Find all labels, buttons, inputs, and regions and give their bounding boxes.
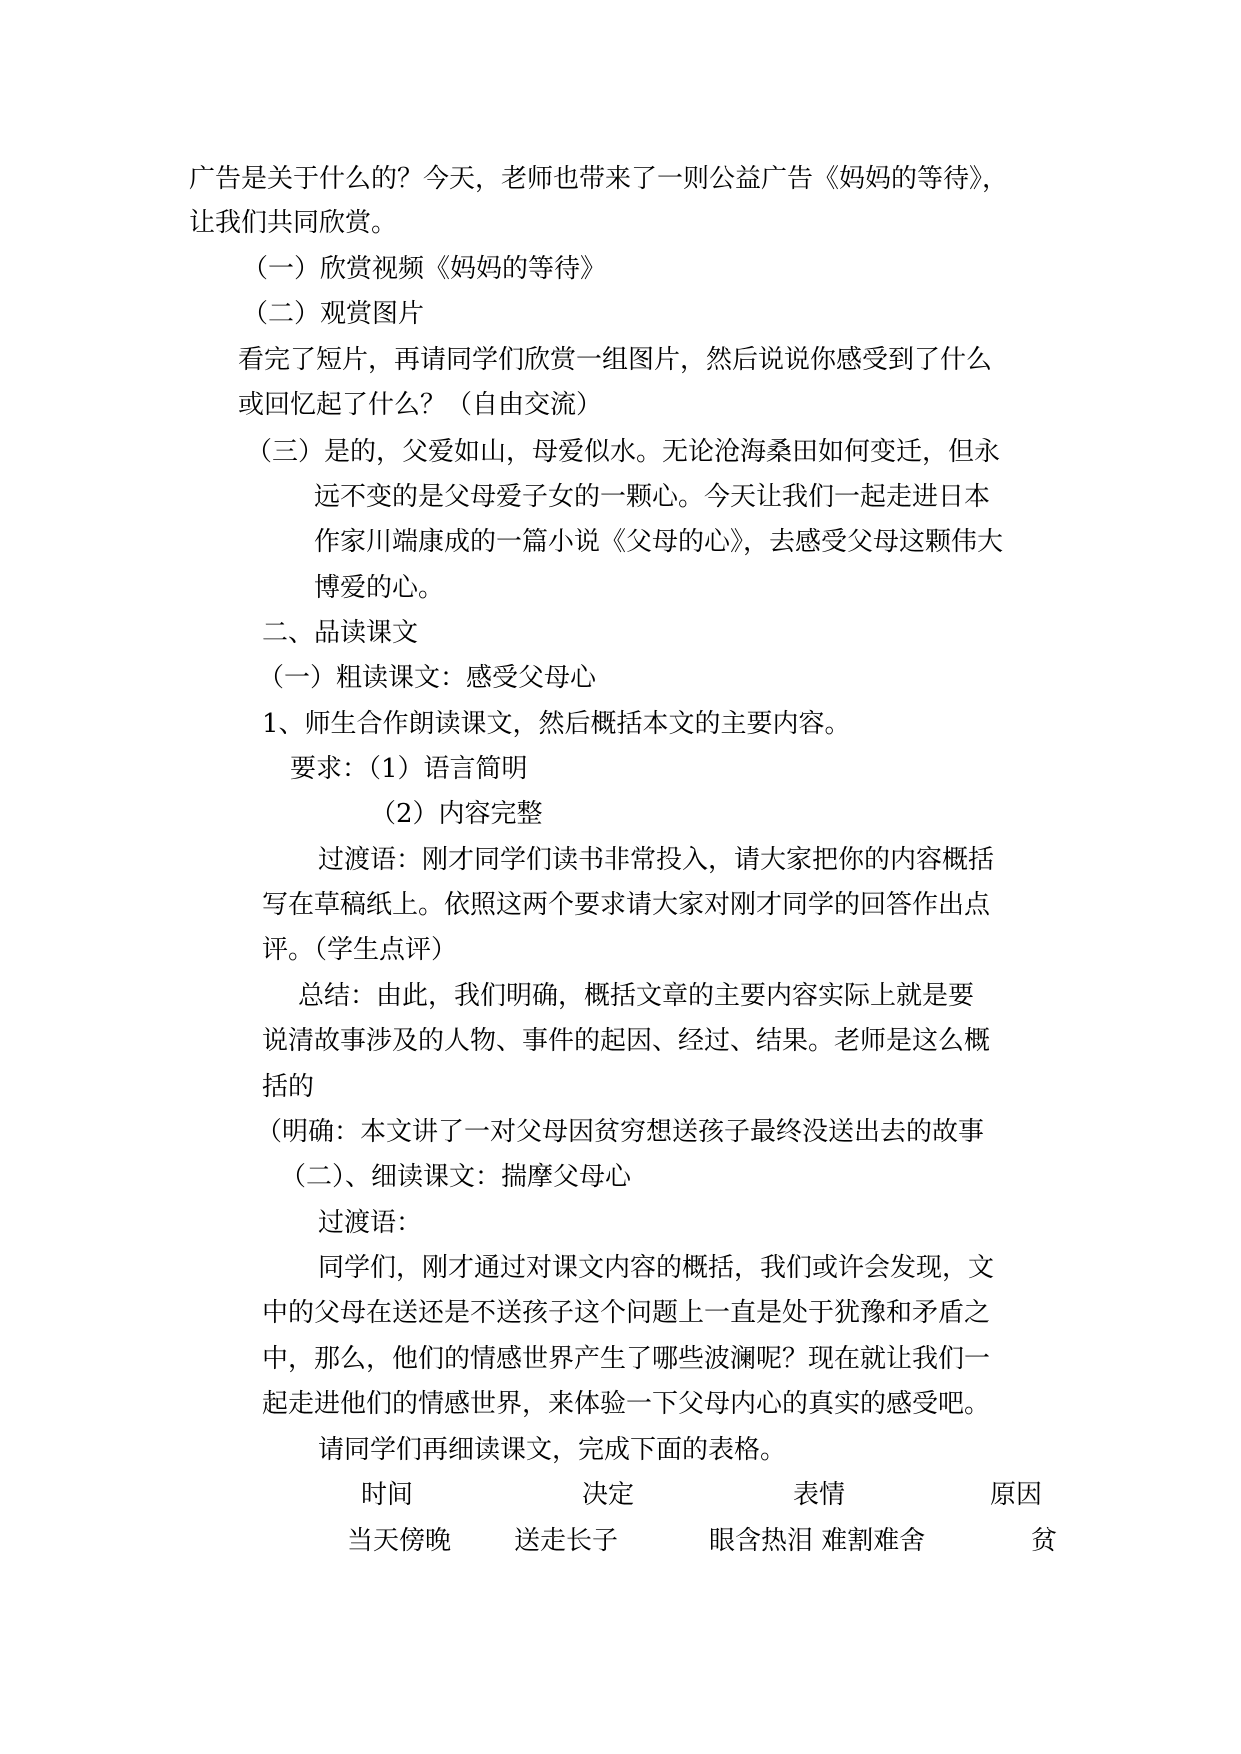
transition-two-line-2: 中的父母在送还是不送孩子这个问题上一直是处于犹豫和矛盾之 xyxy=(262,1298,991,1328)
requirement-2: （2）内容完整 xyxy=(370,799,543,829)
summary-line-2: 说清故事涉及的人物、事件的起因、经过、结果。老师是这么概 xyxy=(262,1026,991,1056)
transition-one-line-2: 写在草稿纸上。依照这两个要求请大家对刚才同学的回答作出点 xyxy=(262,890,991,920)
transition-two-line-4: 起走进他们的情感世界，来体验一下父母内心的真实的感受吧。 xyxy=(262,1389,991,1419)
transition-two-line-3: 中，那么，他们的情感世界产生了哪些波澜呢？现在就让我们一 xyxy=(262,1344,991,1374)
transition-one-line-1: 过渡语：刚才同学们读书非常投入，请大家把你的内容概括 xyxy=(318,845,995,875)
section-two-heading: 二、品读课文 xyxy=(262,618,419,648)
table-cell-expression: 眼含热泪 难割难舍 xyxy=(709,1526,926,1556)
pictures-line-2: 或回忆起了什么？（自由交流） xyxy=(238,390,603,420)
table-header-decision: 决定 xyxy=(582,1480,635,1510)
intro-line-2: 让我们共同欣赏。 xyxy=(189,208,398,238)
table-header-expression: 表情 xyxy=(793,1480,846,1510)
table-header-time: 时间 xyxy=(361,1480,414,1510)
part-one-heading: （一）粗读课文：感受父母心 xyxy=(258,663,597,693)
subsection-three-line-2: 远不变的是父母爱子女的一颗心。今天让我们一起走进日本 xyxy=(314,482,991,512)
subsection-pictures: （二）观赏图片 xyxy=(242,299,425,329)
table-cell-decision: 送走长子 xyxy=(514,1526,619,1556)
summary-line-3: 括的 xyxy=(262,1072,315,1102)
subsection-three-line-3: 作家川端康成的一篇小说《父母的心》，去感受父母这颗伟大 xyxy=(314,527,1004,557)
instruction: 请同学们再细读课文，完成下面的表格。 xyxy=(318,1435,787,1465)
subsection-three-line-4: 博爱的心。 xyxy=(314,573,445,603)
transition-two-line-1: 同学们，刚才通过对课文内容的概括，我们或许会发现，文 xyxy=(318,1253,995,1283)
table-cell-reason: 贫 xyxy=(1031,1526,1058,1556)
transition-two-label: 过渡语： xyxy=(318,1208,423,1238)
summary-line-1: 总结：由此，我们明确，概括文章的主要内容实际上就是要 xyxy=(298,981,975,1011)
table-cell-time: 当天傍晚 xyxy=(347,1526,452,1556)
pictures-line-1: 看完了短片，再请同学们欣赏一组图片，然后说说你感受到了什么 xyxy=(238,345,993,375)
part-two-heading: （二）、细读课文：揣摩父母心 xyxy=(280,1162,632,1192)
clarify-line: （明确：本文讲了一对父母因贫穷想送孩子最终没送出去的故事 xyxy=(256,1117,985,1147)
task-one: 1、师生合作朗读课文，然后概括本文的主要内容。 xyxy=(262,709,851,739)
transition-one-line-3: 评。（学生点评） xyxy=(262,935,458,965)
intro-line-1: 广告是关于什么的？今天，老师也带来了一则公益广告《妈妈的等待》， xyxy=(189,164,1009,194)
table-header-reason: 原因 xyxy=(990,1480,1043,1510)
subsection-video: （一）欣赏视频《妈妈的等待》 xyxy=(242,254,607,284)
subsection-three-line-1: （三）是的，父爱如山，母爱似水。无论沧海桑田如何变迁，但永 xyxy=(246,437,1001,467)
requirement-1: 要求：（1）语言简明 xyxy=(290,754,528,784)
